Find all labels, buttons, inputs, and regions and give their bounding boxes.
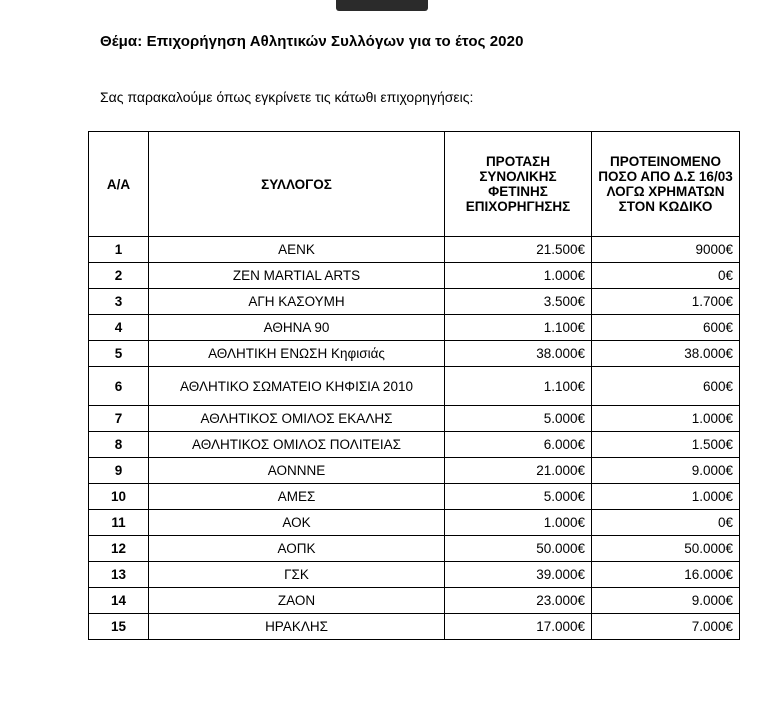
cell-approved-amount: 9000€ [592, 237, 740, 263]
table-row [89, 315, 740, 341]
page-title: Θέμα: Επιχορήγηση Αθλητικών Συλλόγων για το έτος 2020 [100, 33, 524, 50]
cell-proposed-amount: 6.000€ [445, 432, 592, 458]
cell-approved-amount: 1.000€ [592, 406, 740, 432]
table-header-row [89, 132, 740, 237]
cell-proposed-amount: 1.100€ [445, 315, 592, 341]
table-row [89, 263, 740, 289]
cell-aa: 11 [89, 510, 149, 536]
table-row [89, 341, 740, 367]
table-row [89, 562, 740, 588]
intro-paragraph: Σας παρακαλούμε όπως εγκρίνετε τις κάτωθι επιχορηγήσεις: [100, 89, 474, 105]
table-row [89, 458, 740, 484]
cell-club: ΑΘΛΗΤΙΚΟΣ ΟΜΙΛΟΣ ΕΚΑΛΗΣ [149, 406, 445, 432]
cell-approved-amount: 7.000€ [592, 614, 740, 640]
table-row [89, 406, 740, 432]
grants-table [88, 131, 740, 640]
cell-aa: 3 [89, 289, 149, 315]
table-row [89, 289, 740, 315]
cell-club: ΓΣΚ [149, 562, 445, 588]
table-row [89, 484, 740, 510]
cell-aa: 12 [89, 536, 149, 562]
cell-approved-amount: 0€ [592, 263, 740, 289]
cell-aa: 1 [89, 237, 149, 263]
cell-aa: 6 [89, 367, 149, 406]
cell-club: ΑΟΠΚ [149, 536, 445, 562]
cell-club: ΖΑΟΝ [149, 588, 445, 614]
cell-aa: 2 [89, 263, 149, 289]
cell-approved-amount: 600€ [592, 315, 740, 341]
cell-club: ΑΘΛΗΤΙΚΗ ΕΝΩΣΗ Κηφισιάς [149, 341, 445, 367]
cell-proposed-amount: 21.500€ [445, 237, 592, 263]
table-row [89, 510, 740, 536]
cell-approved-amount: 0€ [592, 510, 740, 536]
cell-club: ΑΟΚ [149, 510, 445, 536]
cell-approved-amount: 38.000€ [592, 341, 740, 367]
cell-proposed-amount: 23.000€ [445, 588, 592, 614]
table-row [89, 237, 740, 263]
cell-aa: 4 [89, 315, 149, 341]
cell-proposed-amount: 50.000€ [445, 536, 592, 562]
cell-club: ZEN MARTIAL ARTS [149, 263, 445, 289]
cell-proposed-amount: 1.100€ [445, 367, 592, 406]
cell-proposed-amount: 21.000€ [445, 458, 592, 484]
cell-approved-amount: 9.000€ [592, 588, 740, 614]
cell-aa: 13 [89, 562, 149, 588]
cell-approved-amount: 50.000€ [592, 536, 740, 562]
cell-club: ΑΜΕΣ [149, 484, 445, 510]
cell-proposed-amount: 1.000€ [445, 510, 592, 536]
cell-club: ΑΘΗΝΑ 90 [149, 315, 445, 341]
cell-approved-amount: 1.700€ [592, 289, 740, 315]
cell-proposed-amount: 3.500€ [445, 289, 592, 315]
cell-aa: 7 [89, 406, 149, 432]
cell-club: ΑΟΝΝΝΕ [149, 458, 445, 484]
table-row [89, 614, 740, 640]
table-row [89, 367, 740, 406]
table-row [89, 588, 740, 614]
cell-aa: 8 [89, 432, 149, 458]
column-header-aa: Α/Α [89, 132, 149, 237]
cell-approved-amount: 1.500€ [592, 432, 740, 458]
cell-approved-amount: 9.000€ [592, 458, 740, 484]
cell-club: ΑΘΛΗΤΙΚΟ ΣΩΜΑΤΕΙΟ ΚΗΦΙΣΙΑ 2010 [149, 367, 445, 406]
cell-club: ΗΡΑΚΛΗΣ [149, 614, 445, 640]
column-header-club: ΣΥΛΛΟΓΟΣ [149, 132, 445, 237]
cell-aa: 14 [89, 588, 149, 614]
cell-proposed-amount: 38.000€ [445, 341, 592, 367]
cell-aa: 15 [89, 614, 149, 640]
cell-proposed-amount: 1.000€ [445, 263, 592, 289]
cell-proposed-amount: 39.000€ [445, 562, 592, 588]
cell-aa: 9 [89, 458, 149, 484]
table-header [89, 132, 740, 237]
cell-aa: 5 [89, 341, 149, 367]
cell-approved-amount: 600€ [592, 367, 740, 406]
table-row [89, 432, 740, 458]
cell-approved-amount: 1.000€ [592, 484, 740, 510]
column-header-proposed: ΠΡΟΤΑΣΗ ΣΥΝΟΛΙΚΗΣ ΦΕΤΙΝΗΣ ΕΠΙΧΟΡΗΓΗΣΗΣ [445, 132, 592, 237]
column-header-approved: ΠΡΟΤΕΙΝΟΜΕΝΟ ΠΟΣΟ ΑΠΟ Δ.Σ 16/03 ΛΟΓΩ ΧΡΗΜΑΤΩΝ ΣΤΟΝ ΚΩΔΙΚΟ [592, 132, 740, 237]
cell-club: AENK [149, 237, 445, 263]
cell-aa: 10 [89, 484, 149, 510]
cell-approved-amount: 16.000€ [592, 562, 740, 588]
cell-proposed-amount: 5.000€ [445, 484, 592, 510]
cell-club: ΑΓΗ ΚΑΣΟΥΜΗ [149, 289, 445, 315]
cell-club: ΑΘΛΗΤΙΚΟΣ ΟΜΙΛΟΣ ΠΟΛΙΤΕΙΑΣ [149, 432, 445, 458]
cell-proposed-amount: 5.000€ [445, 406, 592, 432]
table-row [89, 536, 740, 562]
cell-proposed-amount: 17.000€ [445, 614, 592, 640]
table-body [89, 237, 740, 640]
